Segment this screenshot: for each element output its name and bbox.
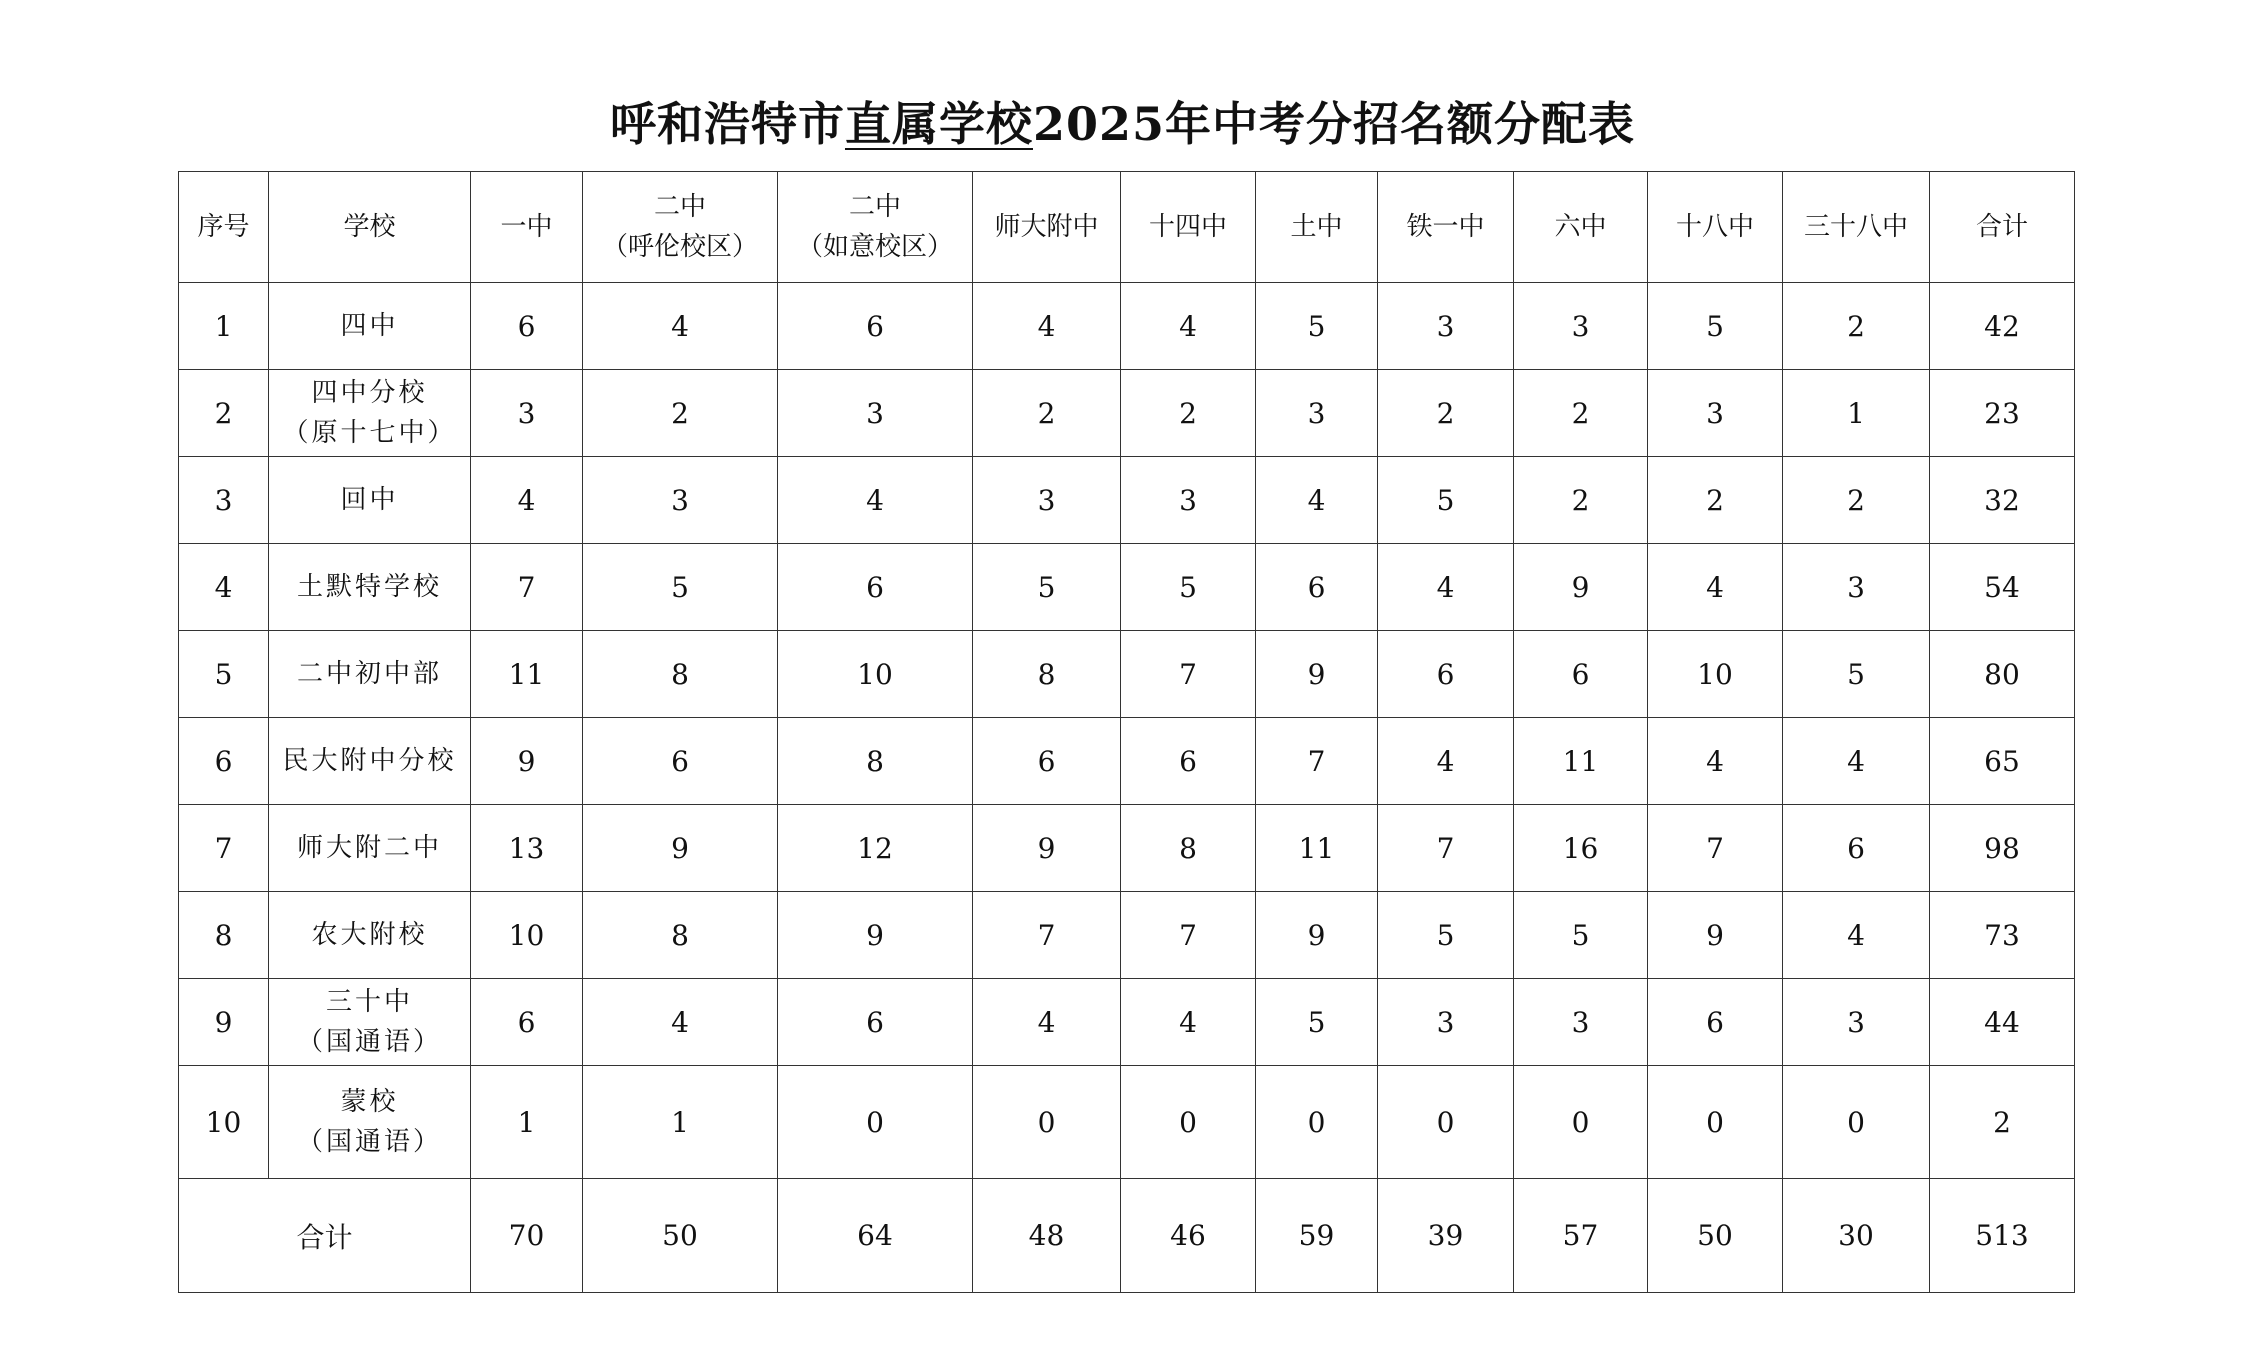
school-name (269, 283, 471, 370)
quota-cell: 9 (1256, 892, 1378, 979)
school-name-line: 三十中 (325, 987, 413, 1017)
school-name-note: （原十七中） (282, 418, 457, 448)
column-header-label: 土中 (1290, 212, 1343, 242)
school-name (269, 805, 471, 892)
quota-cell: 7 (1121, 631, 1256, 718)
column-header-label: 十八中 (1675, 212, 1754, 242)
total-cell: 39 (1378, 1179, 1514, 1293)
quota-cell: 3 (1514, 979, 1648, 1066)
quota-cell: 9 (471, 718, 583, 805)
table-row (179, 892, 2075, 979)
row-total-cell: 23 (1930, 370, 2075, 457)
quota-cell: 3 (1121, 457, 1256, 544)
quota-cell: 10 (778, 631, 973, 718)
quota-cell: 7 (973, 892, 1121, 979)
quota-cell: 4 (1783, 892, 1930, 979)
quota-cell: 3 (1783, 544, 1930, 631)
quota-cell: 7 (1648, 805, 1783, 892)
column-header (973, 172, 1121, 283)
quota-cell: 3 (1378, 283, 1514, 370)
quota-cell: 6 (778, 544, 973, 631)
quota-cell: 11 (1514, 718, 1648, 805)
quota-cell: 5 (1648, 283, 1783, 370)
quota-cell: 4 (583, 283, 778, 370)
column-header-label: 铁一中 (1406, 212, 1485, 242)
quota-cell: 4 (1256, 457, 1378, 544)
column-header-sublabel: （呼伦校区） (601, 232, 758, 262)
row-total-cell: 54 (1930, 544, 2075, 631)
quota-cell: 0 (973, 1066, 1121, 1179)
column-header (583, 172, 778, 283)
quota-cell: 5 (1256, 979, 1378, 1066)
column-header-label: 三十八中 (1803, 212, 1908, 242)
quota-cell: 4 (1378, 544, 1514, 631)
quota-table (178, 171, 2075, 1293)
quota-cell: 5 (1256, 283, 1378, 370)
quota-cell: 7 (1121, 892, 1256, 979)
quota-cell: 3 (1783, 979, 1930, 1066)
school-name (269, 457, 471, 544)
quota-cell: 2 (583, 370, 778, 457)
quota-cell: 6 (1121, 718, 1256, 805)
quota-cell: 2 (973, 370, 1121, 457)
row-number: 6 (179, 718, 269, 805)
school-name (269, 892, 471, 979)
school-name (269, 718, 471, 805)
quota-cell: 0 (1121, 1066, 1256, 1179)
quota-cell: 0 (1256, 1066, 1378, 1179)
row-number: 4 (179, 544, 269, 631)
column-header-label: 合计 (1975, 212, 2028, 242)
row-number: 5 (179, 631, 269, 718)
quota-cell: 3 (1648, 370, 1783, 457)
column-header-label: 师大附中 (994, 212, 1099, 242)
quota-cell: 0 (778, 1066, 973, 1179)
quota-cell: 2 (1121, 370, 1256, 457)
table-row (179, 805, 2075, 892)
row-total-cell: 73 (1930, 892, 2075, 979)
total-cell: 50 (583, 1179, 778, 1293)
column-header (471, 172, 583, 283)
quota-cell: 6 (471, 979, 583, 1066)
school-name (269, 544, 471, 631)
title-prefix: 呼和浩特市 (609, 97, 845, 151)
column-header (1256, 172, 1378, 283)
quota-cell: 3 (778, 370, 973, 457)
quota-cell: 2 (1648, 457, 1783, 544)
quota-cell: 8 (973, 631, 1121, 718)
column-header (1648, 172, 1783, 283)
school-name-line: 农大附校 (311, 920, 428, 950)
row-number: 9 (179, 979, 269, 1066)
quota-cell: 8 (583, 631, 778, 718)
quota-cell: 0 (1783, 1066, 1930, 1179)
quota-cell: 3 (471, 370, 583, 457)
quota-cell: 9 (1514, 544, 1648, 631)
quota-cell: 0 (1378, 1066, 1514, 1179)
school-name-line: 蒙校 (340, 1087, 399, 1117)
quota-cell: 4 (1648, 718, 1783, 805)
row-total-cell: 2 (1930, 1066, 2075, 1179)
column-header-label: 十四中 (1148, 212, 1227, 242)
school-name-line: 师大附二中 (296, 833, 442, 863)
quota-cell: 5 (1121, 544, 1256, 631)
quota-cell: 6 (1514, 631, 1648, 718)
column-header-label: 六中 (1554, 212, 1607, 242)
table-row (179, 370, 2075, 457)
quota-cell: 6 (973, 718, 1121, 805)
row-number: 2 (179, 370, 269, 457)
row-number: 1 (179, 283, 269, 370)
quota-cell: 3 (1256, 370, 1378, 457)
quota-cell: 5 (1378, 457, 1514, 544)
quota-cell: 4 (1121, 283, 1256, 370)
school-name-line: 四中 (340, 311, 399, 341)
quota-cell: 11 (471, 631, 583, 718)
column-header (778, 172, 973, 283)
page-title (0, 88, 2245, 154)
column-header (179, 172, 269, 283)
quota-cell: 12 (778, 805, 973, 892)
total-cell: 59 (1256, 1179, 1378, 1293)
school-name-note: （国通语） (296, 1127, 442, 1157)
quota-cell: 6 (1648, 979, 1783, 1066)
quota-cell: 5 (1783, 631, 1930, 718)
table-row (179, 544, 2075, 631)
quota-cell: 5 (583, 544, 778, 631)
total-cell: 513 (1930, 1179, 2075, 1293)
quota-cell: 11 (1256, 805, 1378, 892)
column-header-label: 二中 (653, 192, 706, 222)
school-name (269, 370, 471, 457)
total-cell: 70 (471, 1179, 583, 1293)
quota-cell: 10 (471, 892, 583, 979)
row-number: 7 (179, 805, 269, 892)
total-cell: 30 (1783, 1179, 1930, 1293)
table-row (179, 631, 2075, 718)
school-name-line: 四中分校 (311, 378, 428, 408)
row-total-cell: 44 (1930, 979, 2075, 1066)
quota-cell: 4 (1783, 718, 1930, 805)
quota-cell: 4 (973, 979, 1121, 1066)
row-total-cell: 42 (1930, 283, 2075, 370)
table-row (179, 1066, 2075, 1179)
quota-cell: 4 (973, 283, 1121, 370)
quota-cell: 7 (471, 544, 583, 631)
row-total-cell: 80 (1930, 631, 2075, 718)
column-header-label: 一中 (500, 212, 553, 242)
quota-cell: 5 (973, 544, 1121, 631)
quota-cell: 2 (1783, 283, 1930, 370)
quota-cell: 2 (1514, 457, 1648, 544)
table-row (179, 718, 2075, 805)
total-label: 合计 (179, 1179, 471, 1293)
title-underlined: 直属学校 (844, 97, 1033, 151)
quota-cell: 13 (471, 805, 583, 892)
total-cell: 46 (1121, 1179, 1256, 1293)
column-header-sublabel: （如意校区） (796, 232, 953, 262)
column-header (1783, 172, 1930, 283)
quota-cell: 8 (778, 718, 973, 805)
quota-cell: 8 (1121, 805, 1256, 892)
column-header (1930, 172, 2075, 283)
quota-cell: 6 (778, 283, 973, 370)
quota-cell: 3 (1514, 283, 1648, 370)
row-total-cell: 65 (1930, 718, 2075, 805)
column-header (1121, 172, 1256, 283)
quota-cell: 3 (1378, 979, 1514, 1066)
quota-cell: 2 (1514, 370, 1648, 457)
quota-cell: 9 (778, 892, 973, 979)
total-cell: 50 (1648, 1179, 1783, 1293)
quota-cell: 4 (1648, 544, 1783, 631)
quota-cell: 3 (583, 457, 778, 544)
total-cell: 48 (973, 1179, 1121, 1293)
quota-cell: 1 (583, 1066, 778, 1179)
quota-cell: 5 (1514, 892, 1648, 979)
quota-cell: 9 (1256, 631, 1378, 718)
total-cell: 64 (778, 1179, 973, 1293)
table-row (179, 457, 2075, 544)
table-body (179, 283, 2075, 1179)
column-header-label: 序号 (197, 212, 250, 242)
column-header-label: 学校 (343, 212, 396, 242)
quota-cell: 1 (1783, 370, 1930, 457)
header-row (179, 172, 2075, 283)
quota-cell: 9 (1648, 892, 1783, 979)
table-row (179, 979, 2075, 1066)
column-header-label: 二中 (848, 192, 901, 222)
school-name-line: 土默特学校 (296, 572, 442, 602)
title-suffix: 2025年中考分招名额分配表 (1032, 97, 1636, 151)
quota-cell: 4 (471, 457, 583, 544)
total-cell: 57 (1514, 1179, 1648, 1293)
school-name (269, 979, 471, 1066)
row-total-cell: 98 (1930, 805, 2075, 892)
quota-cell: 9 (583, 805, 778, 892)
quota-cell: 4 (583, 979, 778, 1066)
quota-cell: 2 (1783, 457, 1930, 544)
quota-cell: 8 (583, 892, 778, 979)
column-header (1514, 172, 1648, 283)
total-row (179, 1179, 2075, 1293)
school-name (269, 1066, 471, 1179)
quota-cell: 7 (1256, 718, 1378, 805)
quota-cell: 6 (778, 979, 973, 1066)
quota-cell: 6 (1256, 544, 1378, 631)
quota-cell: 6 (471, 283, 583, 370)
quota-cell: 4 (778, 457, 973, 544)
quota-cell: 2 (1378, 370, 1514, 457)
quota-cell: 10 (1648, 631, 1783, 718)
row-total-cell: 32 (1930, 457, 2075, 544)
row-number: 10 (179, 1066, 269, 1179)
school-name-line: 民大附中分校 (282, 746, 457, 776)
quota-cell: 3 (973, 457, 1121, 544)
quota-cell: 6 (583, 718, 778, 805)
column-header (269, 172, 471, 283)
quota-cell: 5 (1378, 892, 1514, 979)
table-row (179, 283, 2075, 370)
row-number: 8 (179, 892, 269, 979)
quota-cell: 0 (1514, 1066, 1648, 1179)
row-number: 3 (179, 457, 269, 544)
quota-cell: 9 (973, 805, 1121, 892)
school-name-line: 回中 (340, 485, 399, 515)
column-header (1378, 172, 1514, 283)
school-name-note: （国通语） (296, 1027, 442, 1057)
school-name-line: 二中初中部 (296, 659, 442, 689)
quota-cell: 4 (1121, 979, 1256, 1066)
school-name (269, 631, 471, 718)
quota-cell: 6 (1783, 805, 1930, 892)
quota-cell: 1 (471, 1066, 583, 1179)
quota-cell: 6 (1378, 631, 1514, 718)
quota-cell: 0 (1648, 1066, 1783, 1179)
quota-cell: 7 (1378, 805, 1514, 892)
quota-cell: 16 (1514, 805, 1648, 892)
quota-cell: 4 (1378, 718, 1514, 805)
